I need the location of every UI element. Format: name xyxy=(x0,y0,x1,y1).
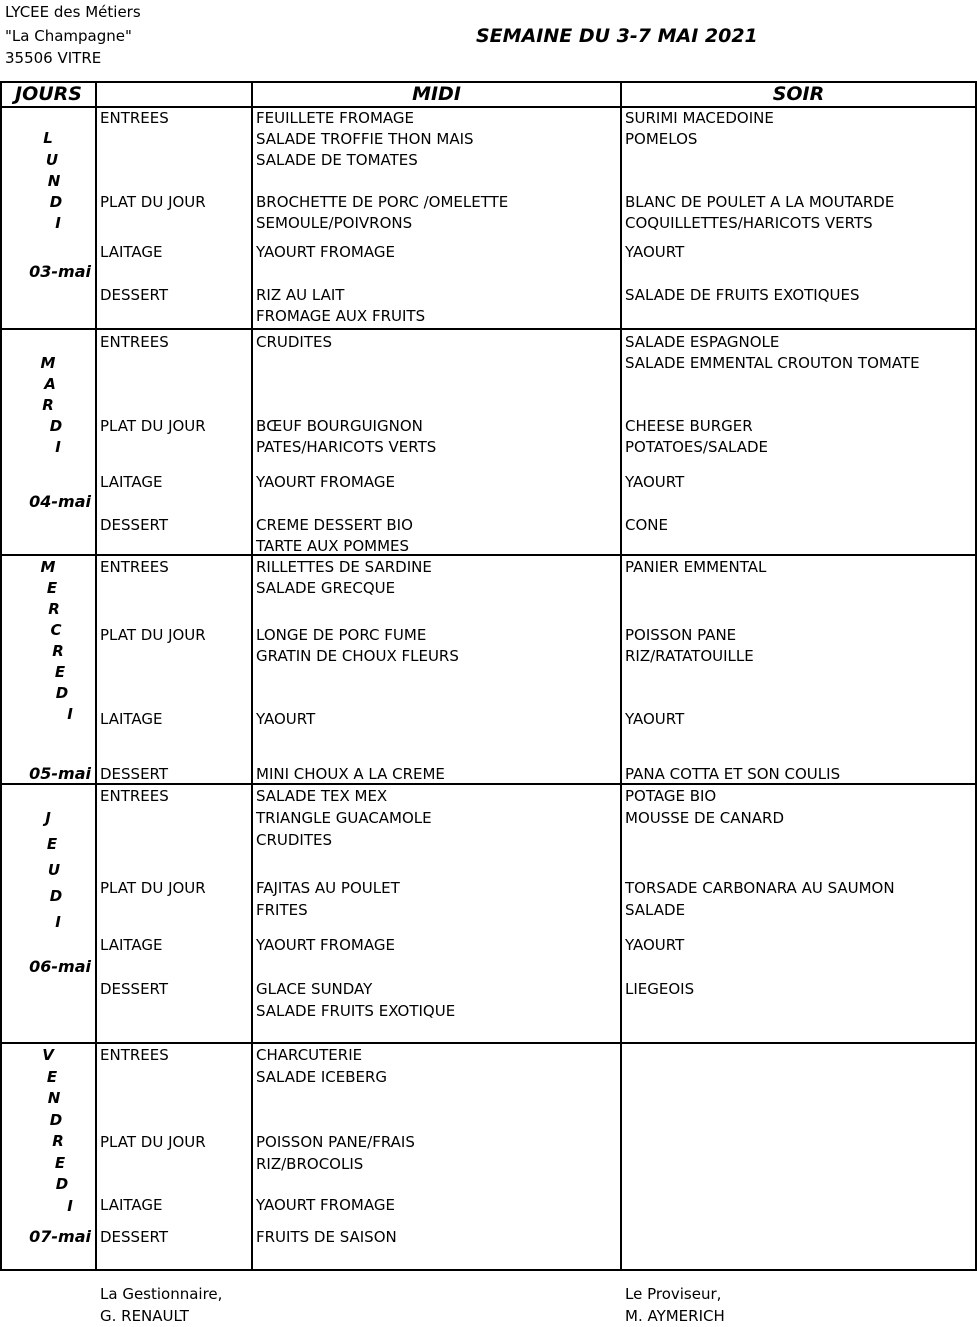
course-label: LAITAGE xyxy=(100,710,163,728)
soir-item: LIEGEOIS xyxy=(625,980,695,998)
midi-item: FROMAGE AUX FRUITS xyxy=(256,307,426,325)
gestionnaire-name: G. RENAULT xyxy=(100,1307,189,1325)
day-letter: L xyxy=(43,129,53,147)
midi-item: RIZ AU LAIT xyxy=(256,286,345,304)
day-letter: M xyxy=(40,558,56,576)
midi-item: YAOURT FROMAGE xyxy=(256,1196,395,1214)
table-bottom-border xyxy=(0,1269,977,1271)
course-label: ENTREES xyxy=(100,1046,169,1064)
midi-item: PATES/HARICOTS VERTS xyxy=(256,438,437,456)
midi-item: SALADE ICEBERG xyxy=(256,1068,388,1086)
course-label: PLAT DU JOUR xyxy=(100,417,206,435)
midi-item: SALADE GRECQUE xyxy=(256,579,396,597)
soir-item: SALADE xyxy=(625,901,686,919)
day-date: 05-mai xyxy=(29,764,91,783)
soir-item: POISSON PANE xyxy=(625,626,737,644)
midi-item: BŒUF BOURGUIGNON xyxy=(256,417,423,435)
midi-item: SEMOULE/POIVRONS xyxy=(256,214,413,232)
course-label: ENTREES xyxy=(100,109,169,127)
gestionnaire-title: La Gestionnaire, xyxy=(100,1285,223,1303)
soir-item: CHEESE BURGER xyxy=(625,417,753,435)
day-letter: I xyxy=(55,214,61,232)
row-border-lundi xyxy=(0,328,977,330)
day-letter: E xyxy=(54,1153,66,1172)
soir-item: SURIMI MACEDOINE xyxy=(625,109,774,127)
day-letter: I xyxy=(67,1196,73,1215)
day-letter: M xyxy=(40,354,56,372)
header-soir: SOIR xyxy=(772,83,825,105)
soir-item: BLANC DE POULET A LA MOUTARDE xyxy=(625,193,895,211)
soir-item: POTATOES/SALADE xyxy=(625,438,769,456)
left-border xyxy=(0,81,2,1271)
day-letter: I xyxy=(67,705,73,723)
midi-item: LONGE DE PORC FUME xyxy=(256,626,427,644)
proviseur-name: M. AYMERICH xyxy=(625,1307,725,1325)
day-letter: U xyxy=(47,861,61,879)
day-letter: E xyxy=(46,579,58,597)
midi-item: CRUDITES xyxy=(256,831,333,849)
day-letter: C xyxy=(50,621,62,639)
day-letter: V xyxy=(42,1046,54,1064)
midi-item: RILLETTES DE SARDINE xyxy=(256,558,432,576)
course-label: DESSERT xyxy=(100,286,169,304)
midi-item: BROCHETTE DE PORC /OMELETTE xyxy=(256,193,509,211)
day-letter: N xyxy=(47,1089,61,1107)
midi-item: CHARCUTERIE xyxy=(256,1046,363,1064)
course-label: LAITAGE xyxy=(100,243,163,261)
day-letter: E xyxy=(46,835,58,853)
day-date: 03-mai xyxy=(29,262,91,281)
day-letter: D xyxy=(49,887,63,905)
day-letter: R xyxy=(52,642,64,660)
soir-item: COQUILLETTES/HARICOTS VERTS xyxy=(625,214,873,232)
course-label: DESSERT xyxy=(100,765,169,783)
course-label: DESSERT xyxy=(100,980,169,998)
day-date: 06-mai xyxy=(29,957,91,976)
midi-item: SALADE DE TOMATES xyxy=(256,151,418,169)
midi-item: YAOURT xyxy=(256,710,316,728)
soir-item: MOUSSE DE CANARD xyxy=(625,809,785,827)
day-letter: R xyxy=(42,396,54,414)
midi-item: TRIANGLE GUACAMOLE xyxy=(256,809,432,827)
midi-item: SALADE FRUITS EXOTIQUE xyxy=(256,1002,456,1020)
row-border-jeudi xyxy=(0,1042,977,1044)
course-label: LAITAGE xyxy=(100,473,163,491)
day-letter: I xyxy=(55,438,61,456)
course-label: ENTREES xyxy=(100,333,169,351)
day-letter: D xyxy=(49,417,63,435)
soir-item: POMELOS xyxy=(625,130,698,148)
course-label: LAITAGE xyxy=(100,936,163,954)
soir-item: YAOURT xyxy=(625,473,685,491)
course-label: ENTREES xyxy=(100,558,169,576)
soir-item: YAOURT xyxy=(625,936,685,954)
soir-item: SALADE ESPAGNOLE xyxy=(625,333,780,351)
day-letter: A xyxy=(44,375,56,393)
midi-item: FEUILLETE FROMAGE xyxy=(256,109,415,127)
header-jours: JOURS xyxy=(15,83,82,105)
soir-item: SALADE EMMENTAL CROUTON TOMATE xyxy=(625,354,920,372)
soir-item: POTAGE BIO xyxy=(625,787,717,805)
day-letter: J xyxy=(45,809,51,827)
soir-item: CONE xyxy=(625,516,668,534)
label-midi-divider xyxy=(251,81,253,1271)
soir-item: PANA COTTA ET SON COULIS xyxy=(625,765,841,783)
header-midi: MIDI xyxy=(412,83,461,105)
soir-item: RIZ/RATATOUILLE xyxy=(625,647,754,665)
soir-item: PANIER EMMENTAL xyxy=(625,558,767,576)
midi-item: TARTE AUX POMMES xyxy=(256,537,410,555)
midi-item: MINI CHOUX A LA CREME xyxy=(256,765,445,783)
course-label: DESSERT xyxy=(100,516,169,534)
day-letter: R xyxy=(52,1132,64,1150)
midi-item: RIZ/BROCOLIS xyxy=(256,1155,364,1173)
day-letter: D xyxy=(55,684,69,702)
soir-item: YAOURT xyxy=(625,243,685,261)
midi-item: YAOURT FROMAGE xyxy=(256,473,395,491)
day-letter: I xyxy=(55,913,61,931)
day-letter: E xyxy=(54,663,66,681)
day-letter: D xyxy=(55,1175,69,1193)
course-label: PLAT DU JOUR xyxy=(100,1133,206,1151)
proviseur-title: Le Proviseur, xyxy=(625,1285,722,1303)
course-label: PLAT DU JOUR xyxy=(100,626,206,644)
midi-item: CREME DESSERT BIO xyxy=(256,516,413,534)
midi-item: YAOURT FROMAGE xyxy=(256,243,395,261)
midi-item: POISSON PANE/FRAIS xyxy=(256,1133,415,1151)
midi-item: SALADE TROFFIE THON MAIS xyxy=(256,130,474,148)
day-letter: U xyxy=(45,151,59,169)
midi-item: GLACE SUNDAY xyxy=(256,980,373,998)
midi-item: FRITES xyxy=(256,901,308,919)
jours-label-divider xyxy=(95,106,97,1271)
row-border-mardi xyxy=(0,554,977,556)
day-letter: N xyxy=(47,172,61,190)
day-letter: R xyxy=(48,600,60,618)
day-letter: D xyxy=(49,193,63,211)
soir-item: YAOURT xyxy=(625,710,685,728)
day-date: 07-mai xyxy=(29,1227,91,1246)
midi-item: GRATIN DE CHOUX FLEURS xyxy=(256,647,459,665)
midi-item: SALADE TEX MEX xyxy=(256,787,388,805)
course-label: PLAT DU JOUR xyxy=(100,193,206,211)
course-label: DESSERT xyxy=(100,1228,169,1246)
course-label: LAITAGE xyxy=(100,1196,163,1214)
day-date: 04-mai xyxy=(29,492,91,511)
day-letter: D xyxy=(49,1110,63,1129)
midi-item: CRUDITES xyxy=(256,333,333,351)
midi-item: FRUITS DE SAISON xyxy=(256,1228,397,1246)
course-label: PLAT DU JOUR xyxy=(100,879,206,897)
school-name: LYCEE des Métiers xyxy=(5,3,141,21)
midi-item: YAOURT FROMAGE xyxy=(256,936,395,954)
school-address: 35506 VITRE xyxy=(5,49,102,67)
school-nickname: "La Champagne" xyxy=(5,27,132,45)
course-label: ENTREES xyxy=(100,787,169,805)
day-letter: E xyxy=(46,1067,58,1086)
midi-item: FAJITAS AU POULET xyxy=(256,879,400,897)
soir-item: SALADE DE FRUITS EXOTIQUES xyxy=(625,286,860,304)
week-title: SEMAINE DU 3-7 MAI 2021 xyxy=(476,25,758,47)
soir-item: TORSADE CARBONARA AU SAUMON xyxy=(625,879,895,897)
midi-soir-divider xyxy=(620,81,622,1271)
